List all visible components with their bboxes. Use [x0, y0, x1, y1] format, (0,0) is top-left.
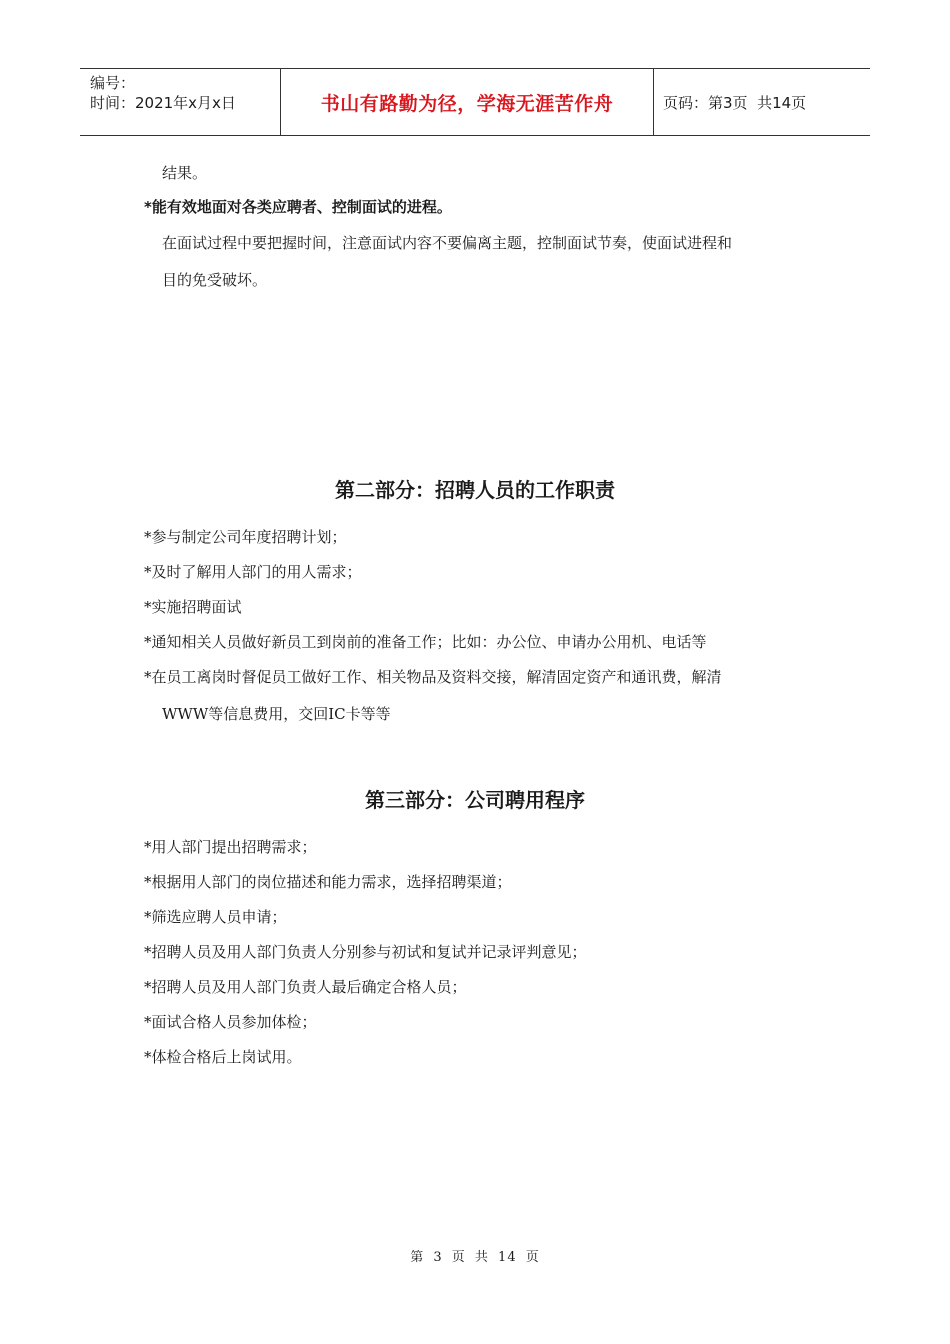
header-motto: 书山有路勤为径，学海无涯苦作舟	[281, 69, 654, 135]
list-item: *通知相关人员做好新员工到岗前的准备工作；比如：办公位、申请办公用机、电话等	[144, 633, 707, 651]
time-label: 时间：2021年x月x日	[90, 94, 236, 112]
list-item: *在员工离岗时督促员工做好工作、相关物品及资料交接，解清固定资产和通讯费，解清	[144, 668, 722, 686]
list-item: *参与制定公司年度招聘计划；	[144, 528, 347, 546]
list-item: *面试合格人员参加体检；	[144, 1013, 317, 1031]
list-item: *招聘人员及用人部门负责人最后确定合格人员；	[144, 978, 467, 996]
list-item: *体检合格后上岗试用。	[144, 1048, 302, 1066]
body-line-bold: *能有效地面对各类应聘者、控制面试的进程。	[144, 198, 452, 216]
body-line: 目的免受破坏。	[162, 271, 268, 289]
section3-title: 第三部分：公司聘用程序	[365, 788, 585, 812]
page-footer: 第 3 页 共 14 页	[410, 1250, 540, 1265]
section2-title: 第二部分：招聘人员的工作职责	[335, 478, 615, 502]
list-item: *及时了解用人部门的用人需求；	[144, 563, 362, 581]
body-line: 在面试过程中要把握时间，注意面试内容不要偏离主题，控制面试节奏，使面试进程和	[162, 234, 733, 252]
list-item: *根据用人部门的岗位描述和能力需求，选择招聘渠道；	[144, 873, 512, 891]
list-item: WWW等信息费用，交回IC卡等等	[162, 705, 391, 723]
header-info-cell	[80, 69, 281, 135]
body-line: 结果。	[162, 164, 208, 182]
serial-label: 编号：	[90, 74, 136, 92]
list-item: *用人部门提出招聘需求；	[144, 838, 317, 856]
list-item: *实施招聘面试	[144, 598, 242, 616]
header-page-label: 页码：第3页 共14页	[663, 93, 807, 112]
header-table	[80, 68, 870, 136]
list-item: *招聘人员及用人部门负责人分别参与初试和复试并记录评判意见；	[144, 943, 587, 961]
list-item: *筛选应聘人员申请；	[144, 908, 287, 926]
